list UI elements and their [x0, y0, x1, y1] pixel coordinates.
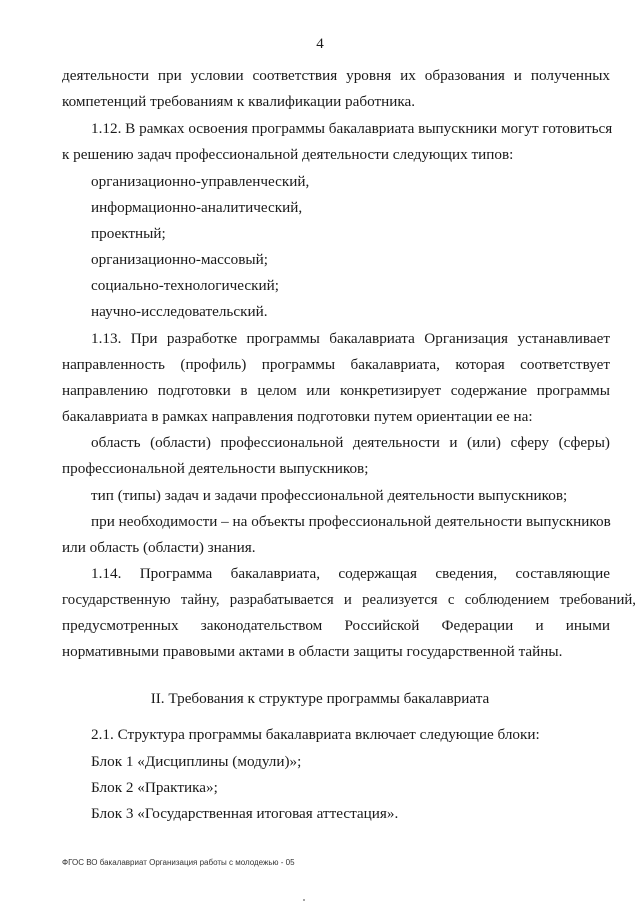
text-line: 1.13. При разработке программы бакалавриата Организация устанавливает [91, 330, 610, 347]
list-item: социально-технологический; [91, 277, 279, 294]
list-item: Блок 3 «Государственная итоговая аттестация». [91, 805, 399, 822]
text-line: направлению подготовки в целом или конкретизирует содержание программы [62, 382, 610, 399]
text-line: предусмотренных законодательством Российской Федерации и иными [62, 617, 610, 634]
list-item: проектный; [91, 225, 166, 242]
text-line: к решению задач профессиональной деятельности следующих типов: [62, 146, 514, 163]
list-item: Блок 1 «Дисциплины (модули)»; [91, 753, 302, 770]
page-number: 4 [316, 36, 324, 52]
text-line: 1.12. В рамках освоения программы бакалавриата выпускники могут готовиться [91, 120, 613, 137]
section-heading: II. Требования к структуре программы бакалавриата [150, 690, 490, 707]
text-line: тип (типы) задач и задачи профессиональной деятельности выпускников; [91, 487, 568, 504]
text-line: при необходимости – на объекты профессиональной деятельности выпускников [91, 513, 611, 530]
text-line: 2.1. Структура программы бакалавриата включает следующие блоки: [91, 726, 540, 743]
list-item: информационно-аналитический, [91, 199, 303, 216]
text-line: нормативными правовыми актами в области защиты государственной тайны. [62, 643, 563, 660]
list-item: организационно-массовый; [91, 251, 268, 268]
text-line: направленность (профиль) программы бакалавриата, которая соответствует [62, 356, 610, 373]
text-line: деятельности при условии соответствия уровня их образования и полученных [62, 67, 610, 84]
scan-artifact [303, 899, 305, 901]
text-line: или область (области) знания. [62, 539, 256, 556]
text-line: профессиональной деятельности выпускников; [62, 460, 369, 477]
text-line: государственную тайну, разрабатывается и реализуется с соблюдением требований, [62, 592, 636, 608]
footer-text: ФГОС ВО бакалавриат Организация работы с молодежью - 05 [62, 858, 295, 867]
text-line: бакалавриата в рамках направления подготовки путем ориентации ее на: [62, 408, 533, 425]
list-item: научно-исследовательский. [91, 303, 268, 320]
text-line: компетенций требованиям к квалификации работника. [62, 93, 416, 110]
list-item: организационно-управленческий, [91, 173, 310, 190]
text-line: область (области) профессиональной деятельности и (или) сферу (сферы) [91, 434, 610, 451]
list-item: Блок 2 «Практика»; [91, 779, 218, 796]
text-line: 1.14. Программа бакалавриата, содержащая сведения, составляющие [91, 565, 610, 582]
